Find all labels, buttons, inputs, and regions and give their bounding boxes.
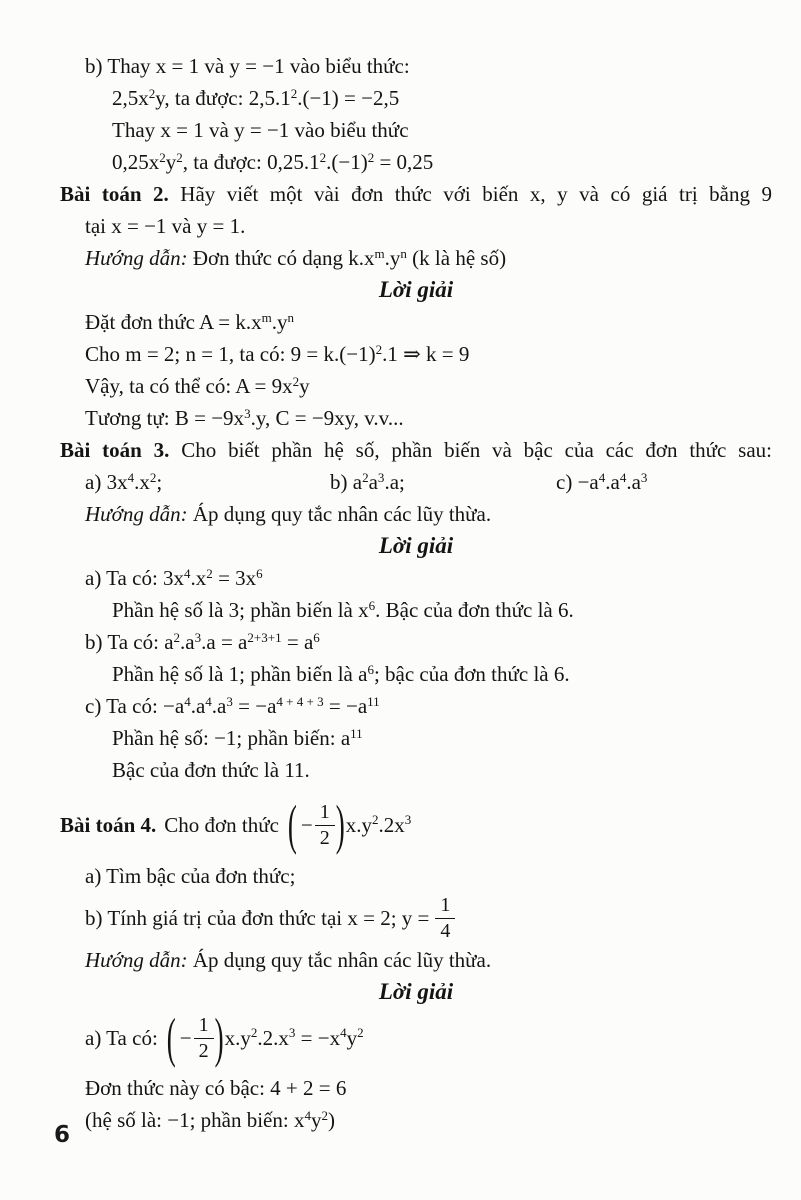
prob2-statement2: tại x = −1 và y = 1. <box>85 214 246 238</box>
open-paren: ( <box>287 793 297 855</box>
hint-label: Hướng dẫn: <box>85 948 188 972</box>
prob1-calc2: $0,25x^2y^2$, ta được: $0,25.1^2.(-1)^2 = 0,25$ <box>112 149 434 174</box>
page-content <box>0 50 801 1136</box>
fraction <box>194 1014 214 1062</box>
prob3-sol-c2: Phần hệ số: −1; phần biến: $a^{11}$ <box>112 725 363 750</box>
prob3-sol-c1: c) Ta có: $-a^4.a^4.a^3 = -a^{4 + 4 + 3} = -a^{11}$ <box>85 693 380 718</box>
fraction-denominator: 2 <box>319 826 330 849</box>
solution-header: Lời giải <box>378 533 454 558</box>
open-paren: ( <box>166 1006 176 1068</box>
prob3-hint-text: Áp dụng quy tắc nhân các lũy thừa. <box>192 502 492 526</box>
prob1-line-b: b) Thay x = 1 và y = −1 vào biểu thức: <box>85 54 410 78</box>
fraction-numerator: 1 <box>194 1014 214 1038</box>
prob2-sol2: Cho m = 2; n = 1, ta có: $9 = k.(-1)^2.1$ ⇒ k = 9 <box>85 341 470 366</box>
prob3-sol-b2: Phần hệ số là 1; phần biến là $a^6$; bậc của đơn thức là 6. <box>112 661 570 686</box>
prob4-item-b <box>85 892 801 944</box>
prob4-sol-a-suffix: $x.y^2.2.x^3 = -x^4y^2$ <box>224 1025 364 1050</box>
prob1-calc1: $2,5x^2y$, ta được: $2,5.1^2.(-1) = -2,5$ <box>112 85 400 110</box>
prob4-statement-suffix: $x.y^2.2x^3$ <box>345 812 412 837</box>
prob2-heading <box>60 178 772 210</box>
close-paren: ) <box>214 1006 224 1068</box>
prob1-line-b2: Thay x = 1 và y = −1 vào biểu thức <box>112 118 409 142</box>
solution-header: Lời giải <box>378 277 454 302</box>
prob4-sol-line2: Đơn thức này có bậc: 4 + 2 = 6 <box>85 1076 347 1100</box>
prob4-item-b-text: b) Tính giá trị của đơn thức tại x = 2; y = <box>85 905 430 930</box>
prob3-hint-line <box>85 498 801 530</box>
close-paren: ) <box>335 793 345 855</box>
fraction-numerator: 1 <box>315 801 335 825</box>
prob3-sol-c3: Bậc của đơn thức là 11. <box>112 758 310 782</box>
prob3-label: Bài toán 3. <box>60 438 170 462</box>
fraction-numerator: 1 <box>435 894 455 918</box>
fraction <box>315 801 335 849</box>
fraction-sign: − <box>179 1025 192 1050</box>
prob4-statement-prefix: Cho đơn thức <box>164 812 279 837</box>
fraction-sign: − <box>300 812 313 837</box>
prob3-sol-b1: b) Ta có: $a^2.a^3.a = a^{2+3+1} = a^6$ <box>85 629 320 654</box>
prob2-label: Bài toán 2. <box>60 182 169 206</box>
hint-label: Hướng dẫn: <box>85 246 188 270</box>
prob4-hint-line <box>85 944 801 976</box>
prob3-sol-a1: a) Ta có: $3x^4.x^2 = 3x^6$ <box>85 565 263 590</box>
prob2-hint-line <box>85 242 801 274</box>
fraction-denominator: 2 <box>198 1039 209 1062</box>
prob2-hint-text: Đơn thức có dạng $k.x^m.y^n$ (k là hệ số) <box>192 245 507 270</box>
prob4-sol-a <box>85 1008 801 1068</box>
prob4-sol-a-prefix: a) Ta có: <box>85 1025 158 1050</box>
fraction-denominator: 4 <box>440 919 451 942</box>
prob3-items <box>85 466 801 498</box>
prob4-sol-line3: (hệ số là: −1; phần biến: $x^4y^2$) <box>85 1107 335 1132</box>
solution-header: Lời giải <box>378 979 454 1004</box>
prob3-item-a: a) $3x^4.x^2$; <box>85 469 163 494</box>
prob2-sol3: Vậy, ta có thể có: $A = 9x^2y$ <box>85 373 310 398</box>
prob3-sol-a2: Phần hệ số là 3; phần biến là $x^6$. Bậc của đơn thức là 6. <box>112 597 574 622</box>
prob4-heading <box>60 794 801 856</box>
prob4-hint-text: Áp dụng quy tắc nhân các lũy thừa. <box>192 948 492 972</box>
prob2-statement: Hãy viết một vài đơn thức với biến x, y và có giá trị bằng 9 <box>180 182 772 206</box>
prob2-sol4: Tương tự: $B = -9x^3.y$, C = −9xy, v.v... <box>85 405 404 430</box>
prob4-label: Bài toán 4. <box>60 812 157 837</box>
hint-label: Hướng dẫn: <box>85 502 188 526</box>
prob3-item-b: b) $a^2a^3.a$; <box>330 469 405 494</box>
page-number: 6 <box>54 1122 71 1148</box>
prob2-sol1: Đặt đơn thức $A = k.x^m.y^n$ <box>85 309 295 334</box>
fraction <box>435 894 455 942</box>
prob3-statement: Cho biết phần hệ số, phần biến và bậc của các đơn thức sau: <box>181 438 772 462</box>
prob3-item-c: $c) -a^4.a^4.a^3$ <box>556 469 648 494</box>
prob4-item-a: a) Tìm bậc của đơn thức; <box>85 864 296 888</box>
prob3-heading <box>60 434 772 466</box>
